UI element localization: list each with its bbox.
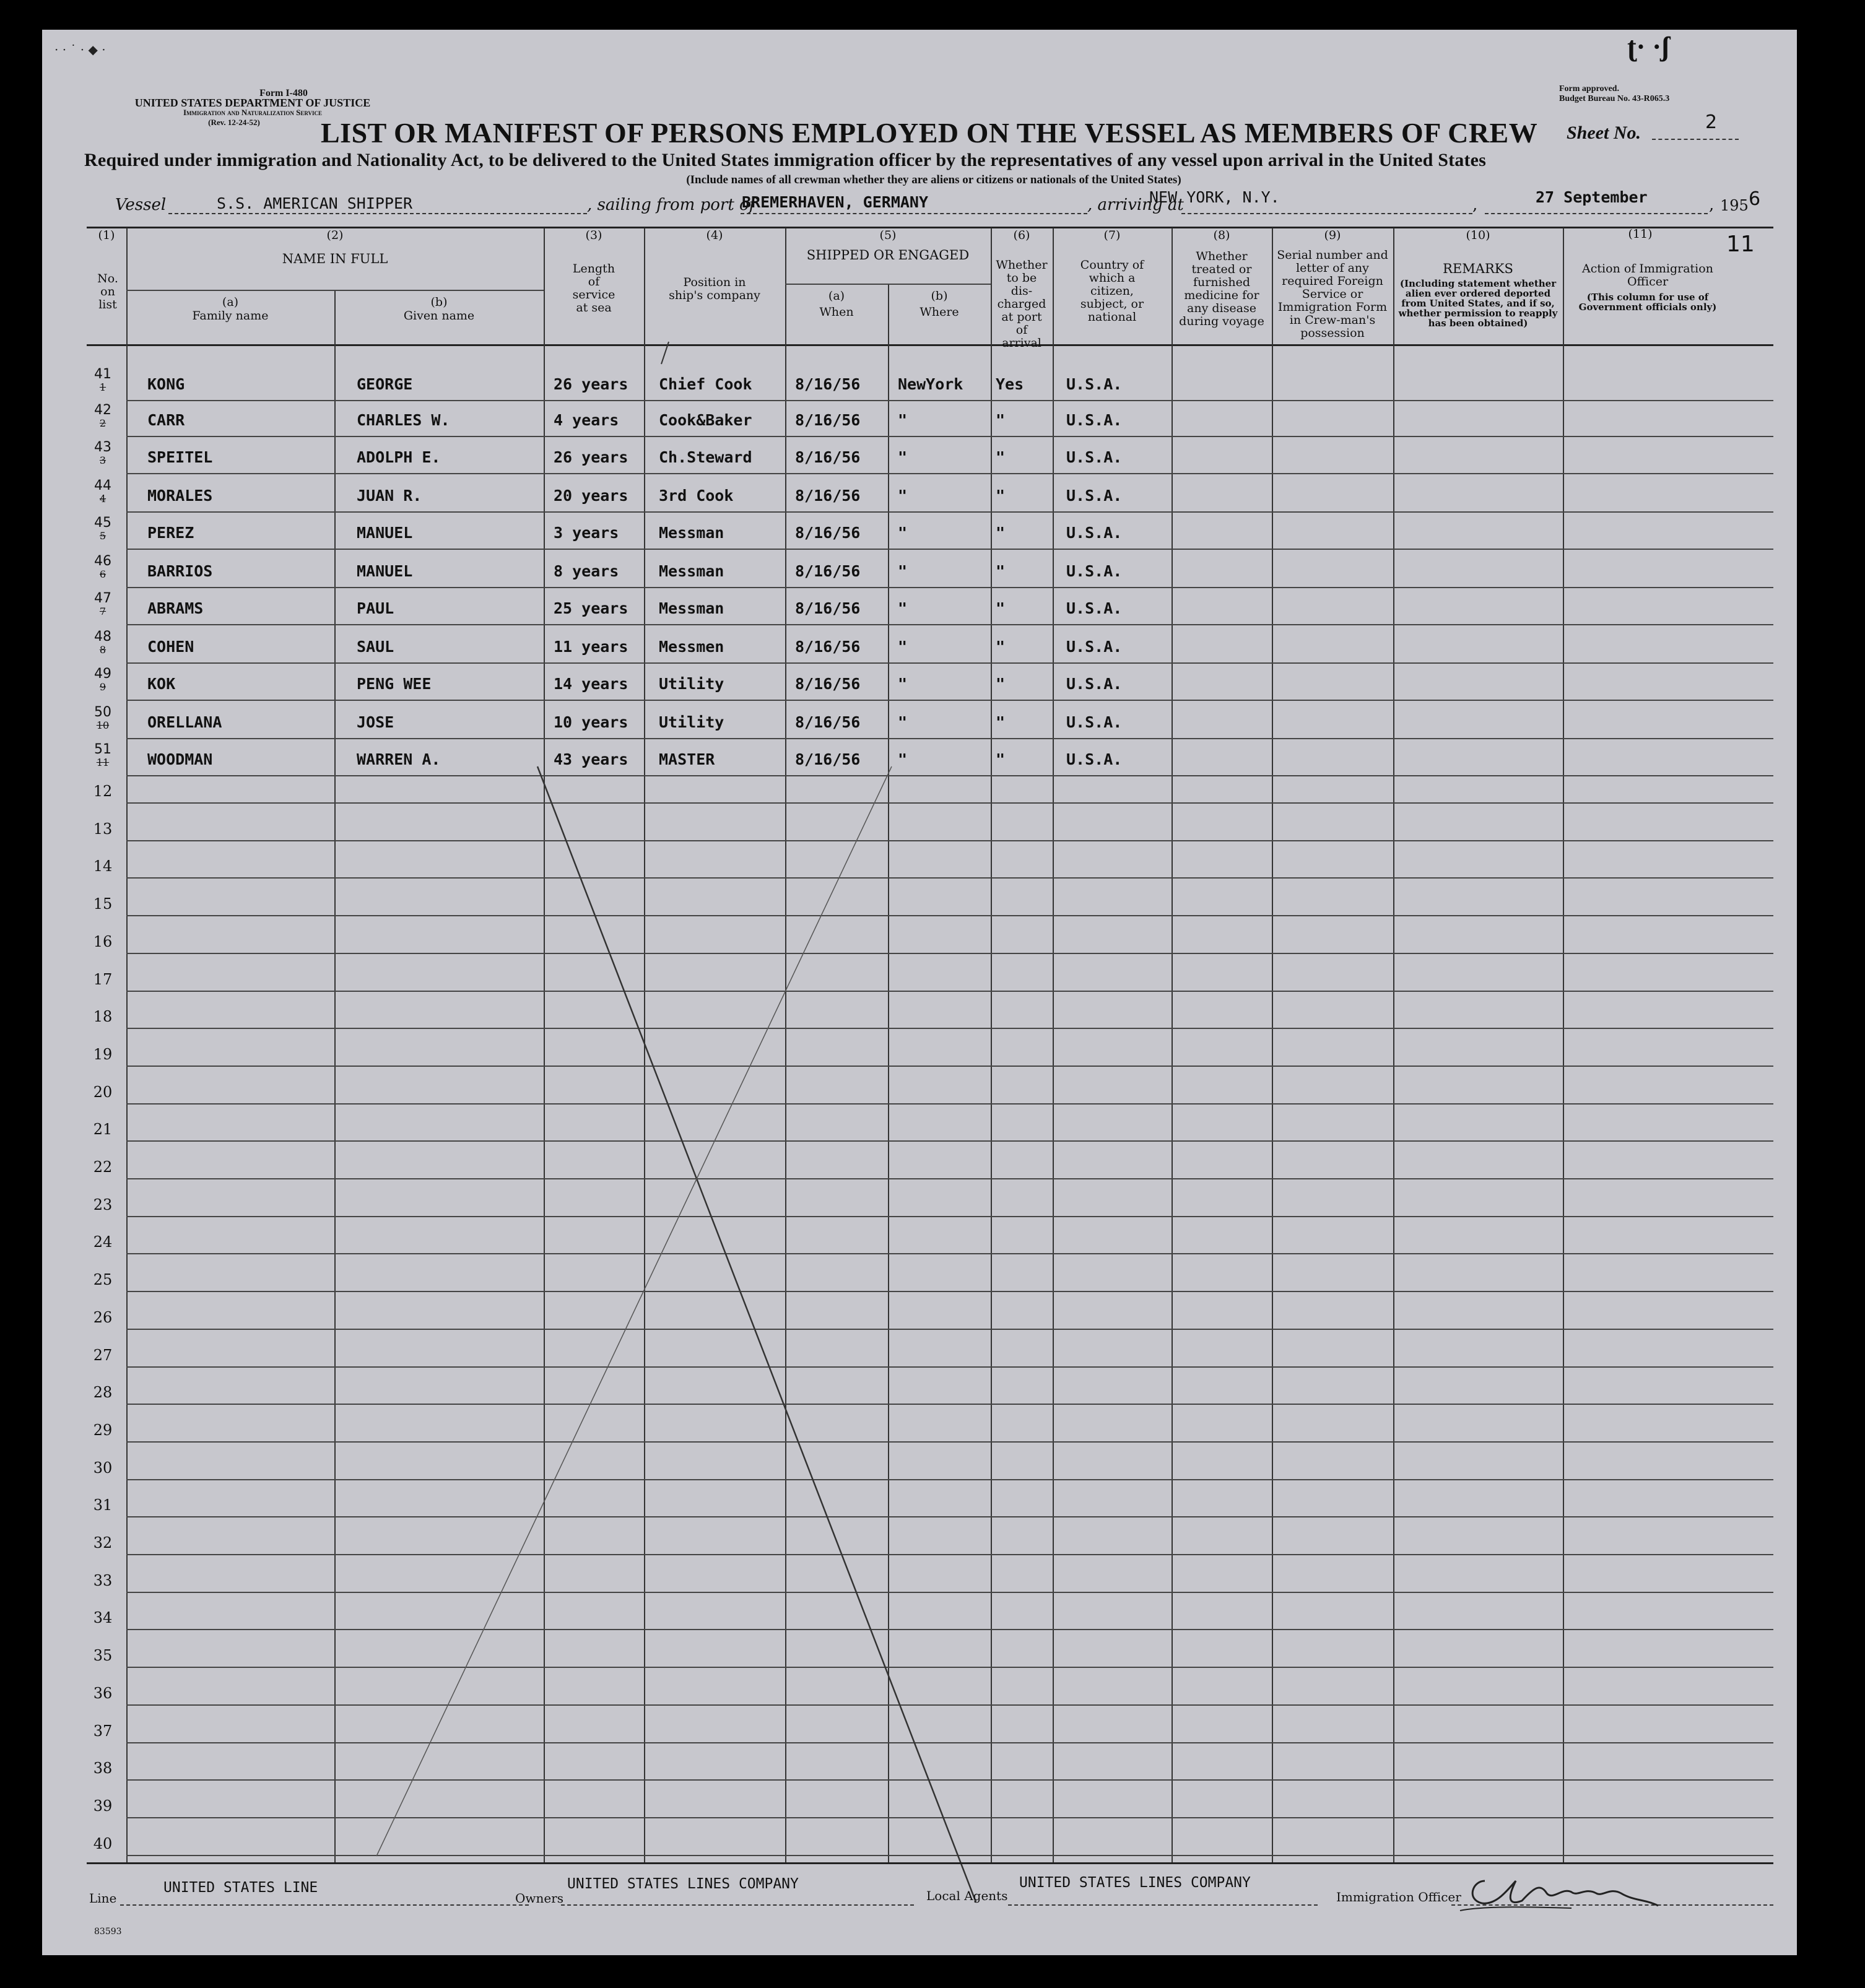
form-approved: Form approved. <box>1559 84 1619 93</box>
shipped-where: " <box>898 448 908 466</box>
position: Messman <box>659 599 724 617</box>
row-handwritten-number: 48 <box>94 629 111 645</box>
row-number: 4 <box>99 493 107 505</box>
service-length: 10 years <box>554 713 628 731</box>
given-name: JUAN R. <box>357 487 422 505</box>
row-number: 19 <box>93 1045 113 1063</box>
service-length: 11 years <box>554 638 628 656</box>
year-suffix: 6 <box>1749 188 1761 210</box>
row-number: 32 <box>93 1534 113 1552</box>
shipped-where: " <box>898 524 908 542</box>
col2b-label: Given name <box>403 309 475 323</box>
shipped-where: " <box>898 562 908 580</box>
row-number: 22 <box>93 1158 113 1176</box>
row-handwritten-number: 50 <box>94 705 111 720</box>
col8-num: (8) <box>1213 228 1230 242</box>
vessel-name: S.S. AMERICAN SHIPPER <box>217 194 413 212</box>
shipped-when: 8/16/56 <box>795 638 861 656</box>
country: U.S.A. <box>1066 524 1123 542</box>
row-number: 31 <box>93 1496 113 1514</box>
given-name: JOSE <box>357 713 394 731</box>
row-number: 34 <box>93 1609 113 1627</box>
row-number: 40 <box>93 1834 113 1852</box>
departure-port: BREMERHAVEN, GERMANY <box>742 193 929 211</box>
discharged: " <box>996 750 1006 768</box>
col2-label: NAME IN FULL <box>282 251 388 266</box>
discharged: " <box>996 562 1006 580</box>
discharged: " <box>996 599 1006 617</box>
year-prefix: 195 <box>1720 197 1749 214</box>
officer-signature <box>1448 1862 1671 1918</box>
country: U.S.A. <box>1066 411 1123 429</box>
form-code: 83593 <box>94 1927 122 1937</box>
page-number: 11 <box>1726 232 1755 257</box>
row-number: 6 <box>99 568 107 580</box>
col3-num: (3) <box>585 228 602 242</box>
col5a-label: When <box>819 305 854 319</box>
service-length: 25 years <box>554 599 628 617</box>
position: Ch.Steward <box>659 448 752 466</box>
discharged: " <box>996 524 1006 542</box>
given-name: PAUL <box>357 599 394 617</box>
family-name: KOK <box>147 675 176 693</box>
family-name: ABRAMS <box>147 599 204 617</box>
col11-num: (11) <box>1628 227 1653 241</box>
position: Messmen <box>659 638 724 656</box>
discharged: Yes <box>996 375 1024 393</box>
col7-num: (7) <box>1103 228 1121 242</box>
row-number: 16 <box>93 932 113 950</box>
row-number: 30 <box>93 1459 113 1477</box>
col3-label: Length of service at sea <box>572 262 615 315</box>
position: Utility <box>659 675 724 693</box>
shipped-where: NewYork <box>898 375 963 393</box>
col10-label: REMARKS <box>1443 261 1513 276</box>
row-handwritten-number: 44 <box>94 478 111 493</box>
revision: (Rev. 12-24-52) <box>208 118 260 127</box>
row-number: 27 <box>93 1346 113 1364</box>
family-name: SPEITEL <box>147 448 213 466</box>
shipped-when: 8/16/56 <box>795 675 861 693</box>
col2a-label: Family name <box>192 309 269 323</box>
row-handwritten-number: 49 <box>94 666 111 682</box>
position: Messman <box>659 562 724 580</box>
col6-label: Whether to be dis-charged at port of arrival <box>996 258 1048 350</box>
col2b-num: (b) <box>430 295 448 309</box>
family-name: WOODMAN <box>147 750 213 768</box>
row-handwritten-number: 43 <box>94 440 111 455</box>
row-number: 3 <box>99 454 107 466</box>
row-handwritten-number: 42 <box>94 402 111 418</box>
shipped-where: " <box>898 599 908 617</box>
col10-num: (10) <box>1466 228 1490 242</box>
budget-bureau: Budget Bureau No. 43-R065.3 <box>1559 94 1670 103</box>
shipped-when: 8/16/56 <box>795 448 861 466</box>
line-name: UNITED STATES LINE <box>163 1880 318 1896</box>
position: MASTER <box>659 750 715 768</box>
col6-num: (6) <box>1013 228 1030 242</box>
shipped-when: 8/16/56 <box>795 487 861 505</box>
country: U.S.A. <box>1066 448 1123 466</box>
department: UNITED STATES DEPARTMENT OF JUSTICE <box>134 97 371 109</box>
col5-num: (5) <box>879 228 897 242</box>
service-length: 14 years <box>554 675 628 693</box>
row-handwritten-number: 41 <box>94 367 111 382</box>
row-number: 7 <box>99 606 107 617</box>
row-number: 17 <box>93 970 113 988</box>
col4-num: (4) <box>706 228 723 242</box>
given-name: ADOLPH E. <box>357 448 441 466</box>
country: U.S.A. <box>1066 562 1123 580</box>
service-length: 43 years <box>554 750 628 768</box>
row-handwritten-number: 51 <box>94 742 111 757</box>
service-length: 20 years <box>554 487 628 505</box>
row-number: 38 <box>93 1760 113 1777</box>
position: Utility <box>659 713 724 731</box>
form-number: Form I-480 <box>259 88 308 98</box>
service-length: 4 years <box>554 411 619 429</box>
family-name: PEREZ <box>147 524 194 542</box>
row-number: 11 <box>96 757 110 768</box>
page-title: LIST OR MANIFEST OF PERSONS EMPLOYED ON THE VESSEL AS MEMBERS OF CREW <box>321 117 1538 149</box>
position: Chief Cook <box>659 375 752 393</box>
owners-label: Owners <box>515 1891 564 1906</box>
position: 3rd Cook <box>659 487 734 505</box>
given-name: SAUL <box>357 638 394 656</box>
service-length: 26 years <box>554 448 628 466</box>
country: U.S.A. <box>1066 599 1123 617</box>
shipped-where: " <box>898 487 908 505</box>
discharged: " <box>996 638 1006 656</box>
country: U.S.A. <box>1066 750 1123 768</box>
row-number: 18 <box>93 1008 113 1026</box>
row-number: 37 <box>93 1722 113 1740</box>
position: Messman <box>659 524 724 542</box>
row-number: 8 <box>99 644 107 656</box>
shipped-where: " <box>898 750 908 768</box>
col1-num: (1) <box>98 228 115 242</box>
shipped-when: 8/16/56 <box>795 599 861 617</box>
col11-label: Action of Immigration Officer <box>1582 262 1713 289</box>
shipped-where: " <box>898 675 908 693</box>
row-number: 35 <box>93 1647 113 1665</box>
discharged: " <box>996 675 1006 693</box>
country: U.S.A. <box>1066 713 1123 731</box>
row-number: 1 <box>99 381 107 393</box>
family-name: COHEN <box>147 638 194 656</box>
row-handwritten-number: 45 <box>94 515 111 531</box>
row-number: 26 <box>93 1308 113 1326</box>
service-length: 3 years <box>554 524 619 542</box>
cancellation-cross <box>42 30 1797 1955</box>
row-number: 14 <box>93 857 113 875</box>
shipped-where: " <box>898 713 908 731</box>
col5-label: SHIPPED OR ENGAGED <box>806 248 970 263</box>
service: Immigration and Naturalization Service <box>183 108 323 117</box>
manifest-page: · · ˙ · ◆ · Form I-480 UNITED STATES DEPARTMENT OF JUSTICE Immigration and Naturalization Service (Rev. 12-24-52) ʈ· ·ʃ Form approved. Budget Bureau No. 43-R065.3 LIST OR MANIFEST OF PERSONS EMPLOYED ON THE VESSEL AS MEMBERS OF CREW Sheet No. 2 Required under immigration and Nationality Act, to be delivered to the United States immigration officer by the representatives of any vessel upon arrival in the United States (Include names of all crewman whether they are aliens or citizens or nationals of the United States) Vessel S.S. AMERICAN SHIPPER , sailing from port of BREMERHAVEN, GERMANY , arriving at NEW YORK, N.Y. , 27 September , 195 6 11 (1) No. on list (2) NAME IN FULL (a) Family name (b) Given name (3) Length of service at sea (4) Position in ship's company (5) SHIPPED OR ENGAGED (a) When (b) Where (6) Whether to be dis-charged at port of arrival (7) Country of which a citizen, subject, or national (8) Whether treated or furnished medicine for any disease during voyage (9) Serial number and letter of any required Foreign Service or Immigration Form in Crew-man's possession (10) REMARKS (Including statement whether alien ever ordered deported from United States, and if so, whether permission to reapply has been obtained) (11) Action of Immigration Officer (This column for use of Government officials only) 41 1 KONG GEORGE 26 years Chief Cook 8/16/56 NewYork Yes U.S.A. 42 2 CARR CHARLES W. 4 years Cook&Baker 8/16/56 " " U.S.A. 43 3 SPEITEL ADOLPH E. 26 years Ch.Steward 8/16/56 " " U.S.A. 44 4 MORALES JUAN R. 20 years 3rd Cook 8/16/56 " " U.S.A. 45 5 PEREZ MANUEL 3 years Messman 8/16/56 " " U.S.A. 46 6 BARRIOS MANUEL 8 years Messman 8/16/56 " " U.S.A. 47 7 ABRAMS PAUL 25 years Messman 8/16/56 " " U.S.A. 48 8 COHEN SAUL 11 years Messmen 8/16/56 " " U.S.A. 49 9 KOK PENG WEE 14 years Utility 8/16/56 " " U.S.A. 50 10 ORELLANA JOSE 10 years Utility 8/16/56 " " U.S.A. 51 11 WOODMAN WARREN A. 43 years MASTER 8/16/56 " " U.S.A. 12 13 14 15 16 17 18 19 20 21 22 23 24 25 26 27 28 29 30 31 32 33 34 35 36 37 38 39 40 Line UNITED STATES LINE Owners UNITED STATES LINES COMPANY Local Agents UNITED STATES LINES COMPANY Immigration Officer 83593 <box>42 30 1797 1955</box>
col4-label: Position in ship's company <box>669 276 760 302</box>
row-handwritten-number: 46 <box>94 553 111 569</box>
row-number: 12 <box>93 783 113 800</box>
row-number: 23 <box>93 1196 113 1213</box>
row-number: 9 <box>99 681 107 693</box>
given-name: CHARLES W. <box>357 411 450 429</box>
discharged: " <box>996 487 1006 505</box>
col11-sub: (This column for use of Government officials only) <box>1578 292 1717 313</box>
shipped-when: 8/16/56 <box>795 375 861 393</box>
include-note: (Include names of all crewman whether they are aliens or citizens or nationals of the United States) <box>686 173 1181 186</box>
line-label: Line <box>89 1891 117 1906</box>
row-number: 29 <box>93 1421 113 1439</box>
country: U.S.A. <box>1066 638 1123 656</box>
family-name: BARRIOS <box>147 562 213 580</box>
discharged: " <box>996 713 1006 731</box>
given-name: WARREN A. <box>357 750 441 768</box>
given-name: PENG WEE <box>357 675 432 693</box>
service-length: 8 years <box>554 562 619 580</box>
country: U.S.A. <box>1066 375 1123 393</box>
shipped-where: " <box>898 411 908 429</box>
col7-label: Country of which a citizen, subject, or national <box>1080 258 1144 324</box>
row-number: 5 <box>99 530 107 542</box>
row-handwritten-number: 47 <box>94 591 111 606</box>
sheet-number: 2 <box>1705 111 1718 133</box>
col5a-num: (a) <box>828 289 845 303</box>
sailing-label: , sailing from port of <box>587 196 755 214</box>
col9-num: (9) <box>1324 228 1341 242</box>
row-number: 28 <box>93 1384 113 1402</box>
shipped-when: 8/16/56 <box>795 713 861 731</box>
row-number: 39 <box>93 1797 113 1815</box>
row-number: 25 <box>93 1271 113 1289</box>
given-name: MANUEL <box>357 524 413 542</box>
col8-label: Whether treated or furnished medicine for any disease during voyage <box>1179 250 1264 328</box>
service-length: 26 years <box>554 375 628 393</box>
discharged: " <box>996 411 1006 429</box>
arrival-port: NEW YORK, N.Y. <box>1149 188 1280 206</box>
vessel-label: Vessel <box>115 196 167 214</box>
sheet-label: Sheet No. <box>1567 123 1641 143</box>
row-number: 24 <box>93 1233 113 1251</box>
row-number: 33 <box>93 1571 113 1589</box>
row-number: 20 <box>93 1083 113 1101</box>
handwritten-mark: ʈ· ·ʃ <box>1627 32 1670 62</box>
col5b-label: Where <box>919 305 959 319</box>
col9-label: Serial number and letter of any required Foreign Service or Immigration Form in Crew-man's possession <box>1277 248 1388 340</box>
agents-name: UNITED STATES LINES COMPANY <box>1019 1875 1251 1891</box>
col1-label: No. on list <box>97 272 118 311</box>
col2a-num: (a) <box>222 295 239 309</box>
arrival-date: 27 September <box>1536 188 1648 206</box>
shipped-when: 8/16/56 <box>795 524 861 542</box>
row-number: 10 <box>96 719 110 731</box>
owners-name: UNITED STATES LINES COMPANY <box>567 1876 799 1892</box>
family-name: KONG <box>147 375 185 393</box>
shipped-when: 8/16/56 <box>795 562 861 580</box>
scan-specks: · · ˙ · ◆ · <box>54 42 106 57</box>
shipped-when: 8/16/56 <box>795 411 861 429</box>
given-name: MANUEL <box>357 562 413 580</box>
arriving-label: , arriving at <box>1087 196 1184 214</box>
country: U.S.A. <box>1066 675 1123 693</box>
row-number: 36 <box>93 1684 113 1702</box>
discharged: " <box>996 448 1006 466</box>
shipped-where: " <box>898 638 908 656</box>
row-number: 2 <box>99 417 107 429</box>
row-number: 21 <box>93 1121 113 1139</box>
shipped-when: 8/16/56 <box>795 750 861 768</box>
family-name: MORALES <box>147 487 213 505</box>
given-name: GEORGE <box>357 375 413 393</box>
family-name: CARR <box>147 411 185 429</box>
agents-label: Local Agents <box>926 1888 1008 1903</box>
subtitle: Required under immigration and Nationality Act, to be delivered to the United States immigration officer by the representatives of any vessel upon arrival in the United States <box>84 150 1487 170</box>
col5b-num: (b) <box>931 289 948 303</box>
col2-num: (2) <box>326 228 344 242</box>
row-number: 13 <box>93 820 113 838</box>
row-number: 15 <box>93 895 113 913</box>
col10-sub: (Including statement whether alien ever ordered deported from United States, and if so, whether permission to reapply has been obtained) <box>1398 278 1558 329</box>
position: Cook&Baker <box>659 411 752 429</box>
family-name: ORELLANA <box>147 713 222 731</box>
country: U.S.A. <box>1066 487 1123 505</box>
officer-label: Immigration Officer <box>1336 1890 1461 1904</box>
